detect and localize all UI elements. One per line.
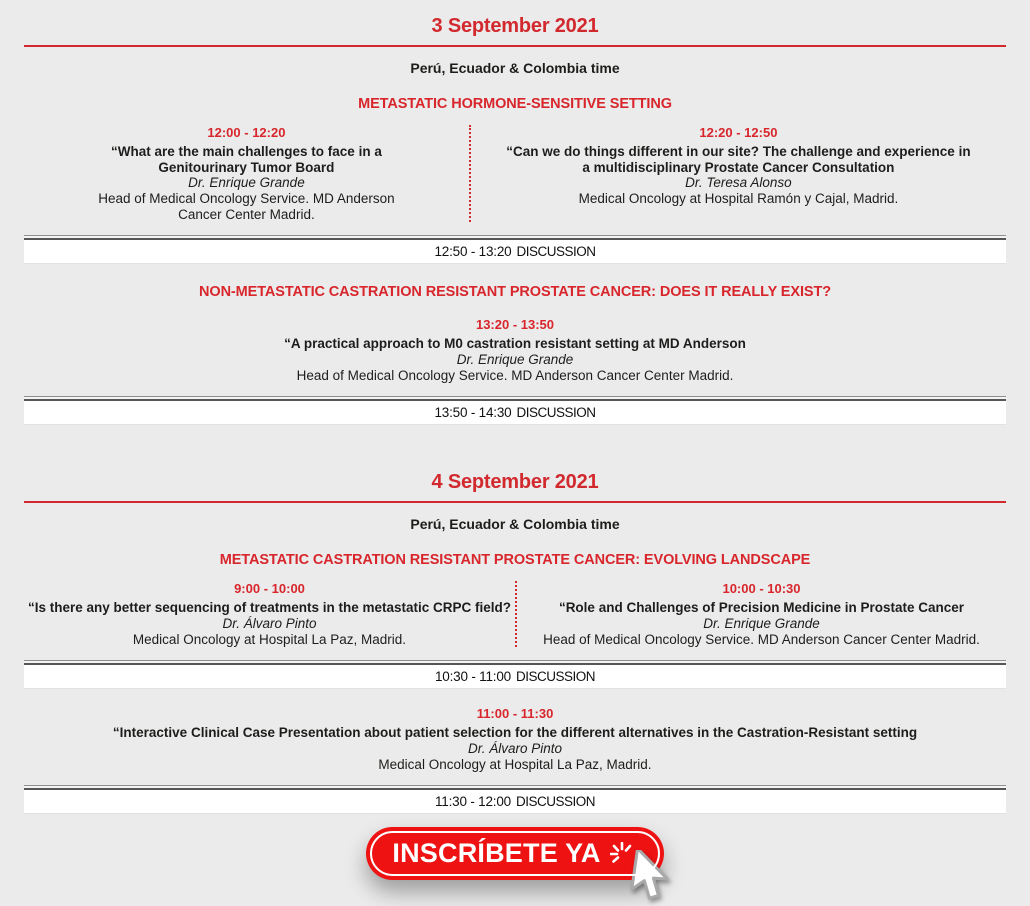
discussion-bar xyxy=(24,790,1006,814)
session-speaker: Dr. Enrique Grande xyxy=(188,175,305,191)
session-affiliation: Medical Oncology at Hospital La Paz, Madrid. xyxy=(378,756,652,772)
red-divider xyxy=(24,45,1006,47)
session-speaker: Dr. Álvaro Pinto xyxy=(222,615,317,631)
session-speaker: Dr. Enrique Grande xyxy=(456,351,574,367)
session-card xyxy=(24,706,1006,772)
discussion-label: DISCUSSION xyxy=(516,405,596,421)
session-card xyxy=(24,317,1006,383)
session-speaker: Dr. Enrique Grande xyxy=(703,615,820,631)
day-1-sessions-row xyxy=(24,125,1006,222)
session-time: 10:00 - 10:30 xyxy=(722,581,801,597)
register-button-label: INSCRÍBETE YA xyxy=(392,838,601,869)
session-affiliation: Head of Medical Oncology Service. MD Anderson Cancer Center Madrid. xyxy=(296,367,734,383)
discussion-label: DISCUSSION xyxy=(515,794,595,810)
session-title: “Is there any better sequencing of treatments in the metastatic CRPC field? xyxy=(27,600,512,616)
session-title: “Can we do things different in our site? The challenge and experience in a multidisciplinary Prostate Cancer Consultation xyxy=(506,144,971,175)
day-2-date: 4 September 2021 xyxy=(431,471,599,494)
day-1-date: 3 September 2021 xyxy=(431,15,599,37)
session-title: “What are the main challenges to face in a Genitourinary Tumor Board xyxy=(111,144,382,175)
timezone-note: Perú, Ecuador & Colombia time xyxy=(410,516,620,533)
discussion-time: 13:50 - 14:30 xyxy=(434,405,512,421)
session-card xyxy=(515,581,1006,647)
session-speaker: Dr. Álvaro Pinto xyxy=(467,740,563,756)
discussion-bar xyxy=(24,240,1006,264)
discussion-time: 12:50 - 13:20 xyxy=(434,244,512,260)
day-2-section-1-title: METASTATIC CASTRATION RESISTANT PROSTATE CANCER: EVOLVING LANDSCAPE xyxy=(219,552,811,569)
day-2-sessions-row xyxy=(24,581,1006,647)
click-flash-icon xyxy=(610,842,634,866)
red-divider xyxy=(24,501,1006,503)
session-card xyxy=(469,125,1006,222)
session-affiliation: Head of Medical Oncology Service. MD Anderson Cancer Center Madrid. xyxy=(543,631,980,647)
session-title: “A practical approach to M0 castration resistant setting at MD Anderson xyxy=(284,336,746,352)
session-title: “Interactive Clinical Case Presentation about patient selection for the different alternatives in the Castration-Resistant setting xyxy=(112,725,918,741)
day-1-section-2-title: NON-METASTATIC CASTRATION RESISTANT PROSTATE CANCER: DOES IT REALLY EXIST? xyxy=(199,284,831,301)
discussion-time: 10:30 - 11:00 xyxy=(435,669,511,685)
session-speaker: Dr. Teresa Alonso xyxy=(685,175,792,191)
session-affiliation: Medical Oncology at Hospital La Paz, Madrid. xyxy=(132,631,407,647)
discussion-bar xyxy=(24,401,1006,425)
session-card xyxy=(24,581,515,647)
discussion-time: 11:30 - 12:00 xyxy=(435,794,511,810)
day-2 xyxy=(0,471,1030,814)
session-time: 13:20 - 13:50 xyxy=(475,317,555,333)
discussion-label: DISCUSSION xyxy=(515,669,595,685)
session-card xyxy=(24,125,469,222)
session-time: 11:00 - 11:30 xyxy=(476,706,554,722)
discussion-bar xyxy=(24,665,1006,689)
session-affiliation: Head of Medical Oncology Service. MD Anderson Cancer Center Madrid. xyxy=(98,190,395,222)
cta-row xyxy=(0,827,1030,880)
day-1 xyxy=(0,15,1030,425)
session-time: 9:00 - 10:00 xyxy=(234,581,305,597)
timezone-note: Perú, Ecuador & Colombia time xyxy=(410,60,620,76)
session-title: “Role and Challenges of Precision Medicine in Prostate Cancer xyxy=(558,600,965,616)
register-button[interactable] xyxy=(366,827,664,880)
session-time: 12:00 - 12:20 xyxy=(207,125,286,140)
session-time: 12:20 - 12:50 xyxy=(699,125,778,140)
discussion-label: DISCUSSION xyxy=(516,244,596,260)
day-1-section-1-title: METASTATIC HORMONE-SENSITIVE SETTING xyxy=(358,96,672,112)
session-affiliation: Medical Oncology at Hospital Ramón y Cajal, Madrid. xyxy=(578,190,899,206)
